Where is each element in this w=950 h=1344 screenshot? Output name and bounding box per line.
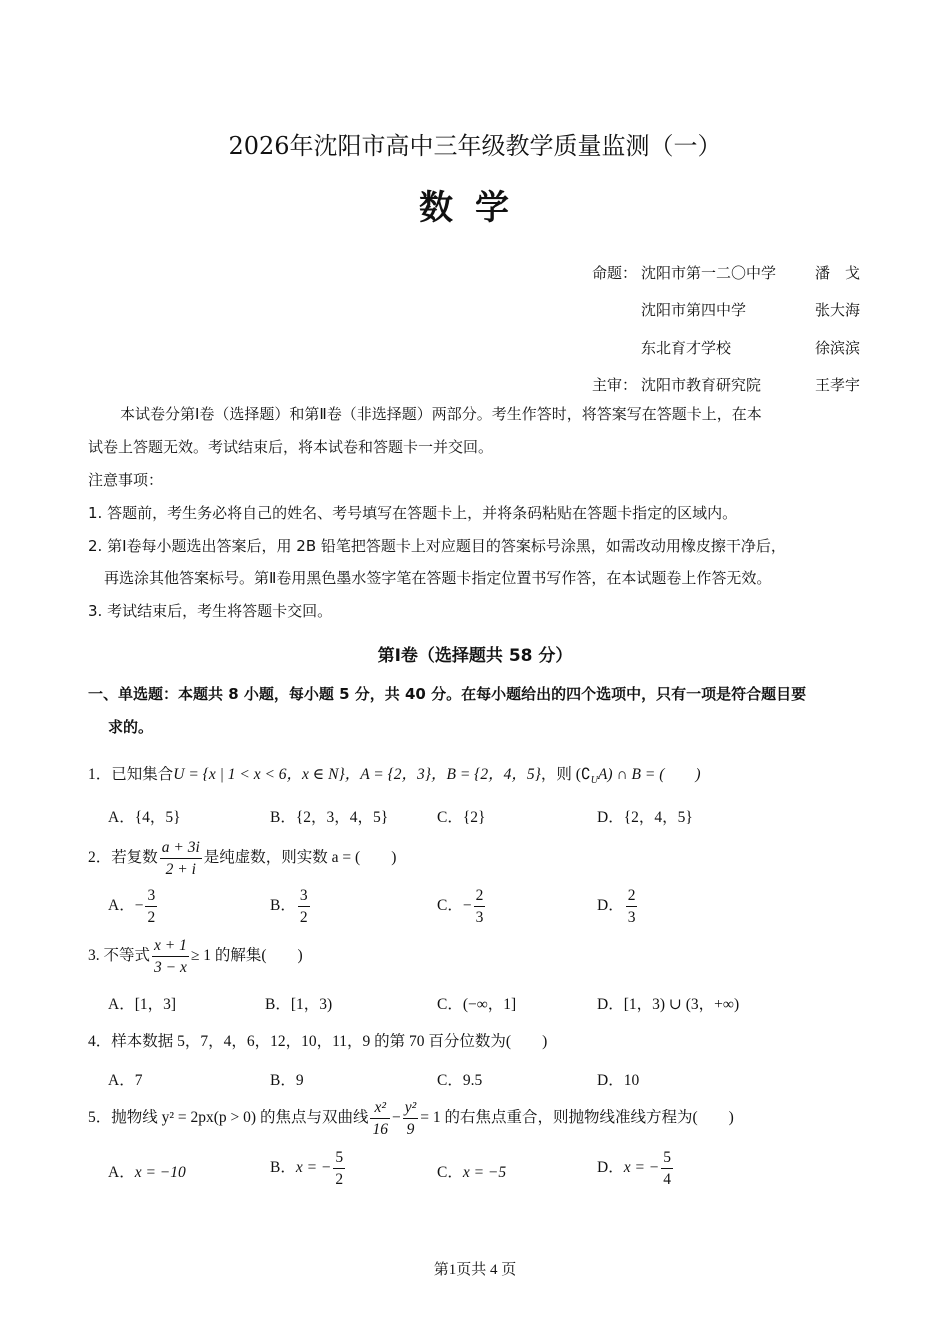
fraction-denominator: 2 + i <box>165 860 196 878</box>
question-tail: = 1 的右焦点重合，则抛物线准线方程为( ) <box>420 1109 734 1127</box>
option-label: D． <box>597 1159 624 1177</box>
question-tail: A) ∩ B = ( ) <box>597 766 701 783</box>
credit-name: 徐滨滨 <box>815 339 861 357</box>
fraction <box>333 1150 345 1187</box>
option-d: D．10 <box>597 1072 640 1089</box>
credit-name: 张大海 <box>815 301 861 319</box>
subject-title: 数学 <box>419 188 531 228</box>
option-b <box>270 888 312 925</box>
option-expr: x = −5 <box>462 1164 507 1181</box>
set-a: ，A = {2，3} <box>344 766 431 783</box>
fraction-numerator: 2 <box>474 888 486 907</box>
question-lead: 5．抛物线 y² = 2px(p > 0) 的焦点与双曲线 <box>88 1109 369 1127</box>
question-tail: ，则 (∁ <box>540 766 591 783</box>
note-item: 3. 考试结束后，考生将答题卡交回。 <box>88 602 333 620</box>
option-c <box>437 1160 506 1182</box>
part-instruction-continued: 求的。 <box>108 718 154 736</box>
fraction <box>661 1150 673 1187</box>
credit-role: 主审： <box>592 376 638 394</box>
option-label: B． <box>270 1159 296 1177</box>
complement-subscript: U <box>590 775 598 787</box>
option-label: D． <box>597 897 624 915</box>
option-b <box>270 1150 347 1187</box>
fraction <box>403 1100 419 1137</box>
option-d: D．[1，3) ∪ (3，+∞) <box>597 996 740 1013</box>
question-1 <box>88 762 701 786</box>
fraction-denominator: 2 <box>335 1170 344 1188</box>
exam-title: 2026年沈阳市高中三年级教学质量监测（一） <box>228 132 722 160</box>
intro-line: 试卷上答题无效。考试结束后，将本试卷和答题卡一并交回。 <box>88 438 494 456</box>
sign: − <box>462 897 472 915</box>
fraction-denominator: 3 − x <box>154 958 187 976</box>
option-expr: x = − <box>295 1159 332 1177</box>
option-b: B．{2，3，4，5} <box>270 809 389 826</box>
option-a: A．7 <box>108 1072 143 1089</box>
option-c: C．(−∞，1] <box>437 996 517 1013</box>
note-item-continued: 再选涂其他答案标号。第Ⅱ卷用黑色墨水签字笔在答题卡指定位置书写作答，在本试题卷上作答无效。 <box>104 569 772 587</box>
option-b: B．9 <box>270 1072 304 1089</box>
fraction-numerator: y² <box>403 1100 419 1119</box>
fraction-numerator: 5 <box>333 1150 345 1169</box>
option-c: C．{2} <box>437 809 486 826</box>
option-label: B． <box>270 897 296 915</box>
page-footer: 第1页共 4 页 <box>433 1262 517 1278</box>
fraction-denominator: 16 <box>372 1120 388 1138</box>
credit-name: 潘 戈 <box>815 264 861 282</box>
credit-org: 沈阳市教育研究院 <box>641 376 762 394</box>
credit-org: 沈阳市第四中学 <box>641 301 747 319</box>
set-b: ，B = {2，4，5} <box>431 766 541 783</box>
notes-heading: 注意事项： <box>88 471 164 489</box>
fraction <box>152 938 189 975</box>
section-title: 第Ⅰ卷（选择题共 58 分） <box>377 646 573 666</box>
fraction-denominator: 9 <box>406 1120 415 1138</box>
intro-line: 本试卷分第Ⅰ卷（选择题）和第Ⅱ卷（非选择题）两部分。考生作答时，将答案写在答题卡上，在本 <box>120 405 762 423</box>
option-a: A．[1，3] <box>108 996 177 1013</box>
fraction-numerator: 2 <box>626 888 638 907</box>
option-d <box>597 1150 675 1187</box>
option-b: B．[1，3) <box>265 996 333 1013</box>
fraction <box>626 888 638 925</box>
question-5 <box>88 1100 734 1137</box>
set-u: U = {x | 1 < x < 6，x ∈ N} <box>173 766 345 783</box>
fraction <box>474 888 486 925</box>
fraction <box>145 888 157 925</box>
option-label: C． <box>437 897 463 915</box>
option-label: C． <box>437 1164 463 1181</box>
option-a <box>108 1160 186 1182</box>
fraction <box>370 1100 390 1137</box>
fraction <box>298 888 310 925</box>
question-4: 4．样本数据 5，7，4，6，12，10，11，9 的第 70 百分位数为( ) <box>88 1033 548 1050</box>
credit-role: 命题： <box>592 264 638 282</box>
note-item: 1. 答题前，考生务必将自己的姓名、考号填写在答题卡上，并将条码粘贴在答题卡指定的区域内。 <box>88 504 738 522</box>
option-c <box>437 888 487 925</box>
fraction-denominator: 2 <box>299 908 308 926</box>
question-3 <box>88 938 303 975</box>
note-item: 2. 第Ⅰ卷每小题选出答案后，用 2B 铅笔把答题卡上对应题目的答案标号涂黑，如需改动用橡皮擦干净后， <box>88 537 786 555</box>
fraction-numerator: x + 1 <box>152 938 189 957</box>
fraction-numerator: x² <box>370 1100 390 1119</box>
option-d: D．{2，4，5} <box>597 809 693 826</box>
option-a: A．{4，5} <box>108 809 181 826</box>
fraction-denominator: 3 <box>475 908 484 926</box>
question-lead: 3. 不等式 <box>88 947 151 965</box>
fraction-numerator: a + 3i <box>160 840 202 859</box>
option-a <box>108 888 159 925</box>
question-tail: 是纯虚数，则实数 a = ( ) <box>203 849 397 867</box>
option-expr: x = −10 <box>134 1164 186 1181</box>
fraction-denominator: 4 <box>663 1170 672 1188</box>
fraction-denominator: 3 <box>627 908 636 926</box>
question-tail: ≥ 1 的解集( ) <box>190 947 303 965</box>
question-lead: 2．若复数 <box>88 849 158 867</box>
question-2 <box>88 840 396 877</box>
question-lead: 1．已知集合 <box>88 766 174 783</box>
fraction-numerator: 5 <box>661 1150 673 1169</box>
fraction-numerator: 3 <box>145 888 157 907</box>
minus-sign: − <box>391 1109 401 1127</box>
credit-org: 沈阳市第一二〇中学 <box>641 264 777 282</box>
sign: − <box>134 897 144 915</box>
option-d <box>597 888 639 925</box>
fraction-numerator: 3 <box>298 888 310 907</box>
credit-org: 东北育才学校 <box>641 339 732 357</box>
credit-name: 王孝宇 <box>815 376 861 394</box>
option-label: A． <box>108 1164 135 1181</box>
fraction-denominator: 2 <box>147 908 156 926</box>
fraction <box>160 840 202 877</box>
option-expr: x = − <box>623 1159 660 1177</box>
part-instruction: 一、单选题：本题共 8 小题，每小题 5 分，共 40 分。在每小题给出的四个选项中，只有一项是符合题目要 <box>88 685 807 703</box>
option-label: A． <box>108 897 135 915</box>
option-c: C．9.5 <box>437 1072 483 1089</box>
